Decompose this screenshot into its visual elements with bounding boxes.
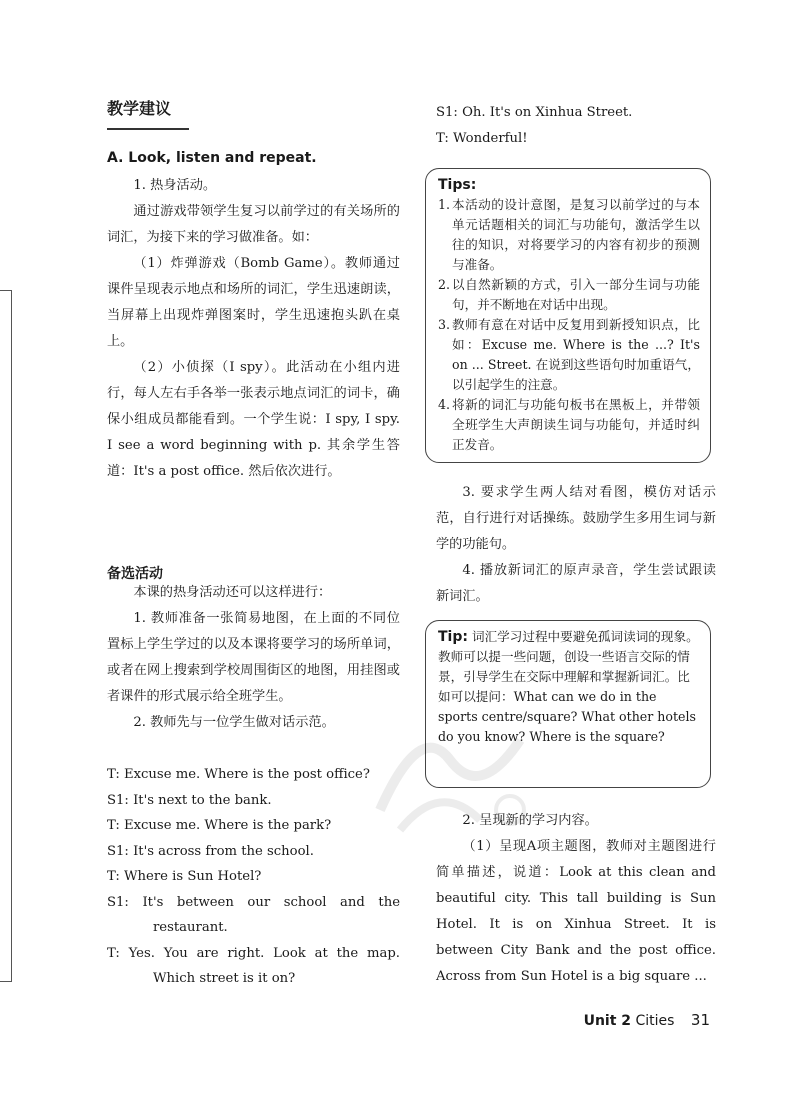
dialogue-line: T: Excuse me. Where is the post office? (107, 767, 370, 782)
step-3: 3. 要求学生两人结对看图，模仿对话示范，自行进行对话操练。鼓励学生多用生词与新学的功能句。 (436, 485, 716, 552)
dialogue-line: S1: Oh. It's on Xinhua Street. (436, 105, 633, 120)
unit-topic: Cities (635, 1013, 675, 1029)
step-4: 4. 播放新词汇的原声录音，学生尝试跟读新词汇。 (436, 563, 716, 604)
alt-step-2: 2. 教师先与一位学生做对话示范。 (133, 715, 335, 730)
dialogue-line: T: Where is Sun Hotel? (107, 869, 262, 884)
tip-item: 3. 教师有意在对话中反复用到新授知识点，比如：Excuse me. Where is the ...? It's on ... Street. 在说到这些语句时加重语气，以引起学生的注意。 (438, 317, 700, 392)
tip-box (425, 620, 711, 788)
dialogue-right (436, 100, 716, 152)
page-footer (584, 1011, 710, 1029)
alt-intro: 本课的热身活动还可以这样进行： (133, 585, 332, 600)
intro-paragraph: 通过游戏带领学生复习以前学过的有关场所的词汇，为接下来的学习做准备。如： (107, 204, 400, 245)
tip-text: 词汇学习过程中要避免孤词读词的现象。教师可以提一些问题，创设一些语言交际的情景，引导学生在交际中理解和掌握新词汇。比如可以提问：What can we do in the sports centre/square? What other hotels do you know? Where is the square? (438, 629, 699, 744)
page-number: 31 (690, 1011, 710, 1029)
tip-item: 2. 以自然新颖的方式，引入一部分生词与功能句，并不断地在对话中出现。 (438, 277, 700, 312)
tip-item: 1. 本活动的设计意图，是复习以前学过的与本单元话题相关的词汇与功能句，激活学生以往的知识，对将要学习的内容有初步的预测与准备。 (438, 197, 700, 272)
section-title: 教学建议 (107, 96, 189, 130)
item-1: 1. 热身活动。 (133, 178, 217, 193)
dialogue-left (107, 762, 400, 992)
bomb-game-paragraph: （1）炸弹游戏（Bomb Game）。教师通过课件呈现表示地点和场所的词汇，学生迅速朗读，当屏幕上出现炸弹图案时，学生迅速抱头趴在桌上。 (107, 256, 400, 349)
section-a-body (107, 173, 400, 485)
item-2: 2. 呈现新的学习内容。 (462, 813, 598, 828)
tips-title: Tips: (438, 177, 477, 193)
dialogue-line: S1: It's between our school and the restaurant. (107, 894, 400, 935)
dialogue-line: T: Yes. You are right. Look at the map. Which street is it on? (107, 945, 400, 986)
presentation-paragraph: （1）呈现A项主题图，教师对主题图进行简单描述，说道：Look at this clean and beautiful city. This tall building is Sun Hotel. It is on Xinhua Street. It is between City Bank and the post office. Across from Sun Hotel is a big square ... (436, 839, 716, 984)
tip-item: 4. 将新的词汇与功能句板书在黑板上，并带领全班学生大声朗读生词与功能句，并适时纠正发音。 (438, 397, 700, 452)
dialogue-line: T: Wonderful! (436, 131, 528, 146)
margin-bar (0, 290, 12, 982)
tip-title: Tip: (438, 629, 468, 645)
alt-activity-heading: 备选活动 (107, 566, 163, 582)
section-a-heading: A. Look, listen and repeat. (107, 150, 317, 166)
dialogue-line: S1: It's across from the school. (107, 843, 314, 859)
unit-label: Unit 2 (583, 1013, 632, 1029)
dialogue-line: T: Excuse me. Where is the park? (107, 818, 332, 833)
steps-3-4 (436, 480, 716, 610)
alt-activity-body (107, 580, 400, 736)
tips-box (425, 168, 711, 463)
alt-step-1: 1. 教师准备一张简易地图，在上面的不同位置标上学生学过的以及本课将要学习的场所单词，或者在网上搜索到学校周围街区的地图，用挂图或者课件的形式展示给全班学生。 (107, 611, 400, 704)
presentation-body (436, 808, 716, 990)
dialogue-line: S1: It's next to the bank. (107, 792, 272, 808)
i-spy-paragraph: （2）小侦探（I spy）。此活动在小组内进行，每人左右手各举一张表示地点词汇的词卡，确保小组成员都能看到。一个学生说：I spy, I spy. I see a word beginning with p. 其余学生答道：It's a post office. 然后依次进行。 (107, 360, 400, 479)
